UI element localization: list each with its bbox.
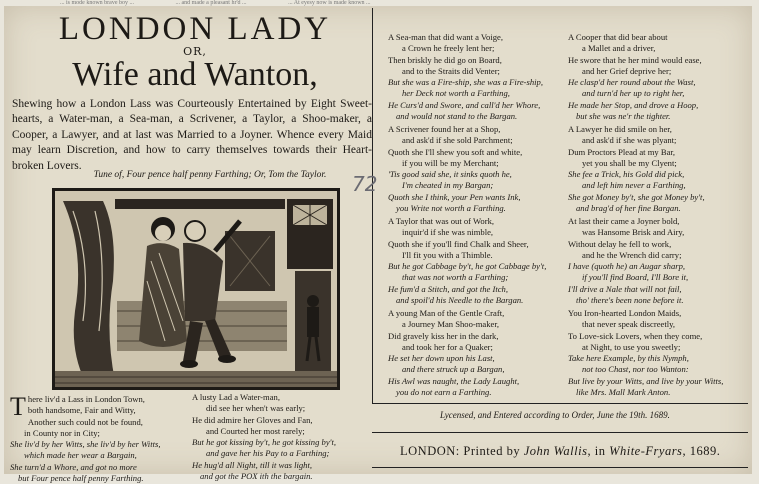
imprint-mid: , in bbox=[587, 444, 610, 458]
stanza-line: I'll drive a Nale that will not fail, bbox=[568, 283, 682, 294]
title-line-1: LONDON LADY bbox=[58, 11, 332, 47]
stanza-7 bbox=[568, 32, 748, 122]
stanza-line: and gave her his Pay to a Farthing; bbox=[206, 448, 330, 459]
stanza-line: You Iron-hearted London Maids, bbox=[568, 308, 682, 318]
stanza-10 bbox=[568, 308, 748, 398]
stanza-line: yet you shall be my Clyent; bbox=[582, 157, 677, 168]
stanza-line: did see her when't was early; bbox=[206, 403, 306, 414]
stanza-line: at Night, to use you sweetly; bbox=[582, 341, 681, 352]
stanza-line: 'Tis good said she, it sinks quoth he, bbox=[388, 169, 512, 180]
stanza-line: Dum Proctors Plead at my Bar, bbox=[568, 146, 676, 157]
stanza-line: and brag'd of her fine Bargan. bbox=[576, 203, 681, 214]
stanza-line: He Curs'd and Swore, and call'd her Whore, bbox=[388, 99, 541, 110]
imprint-place: White-Fryars bbox=[609, 444, 683, 458]
stanza-8 bbox=[568, 124, 748, 214]
title-or: OR, bbox=[183, 45, 207, 58]
imprint-text: Printed by bbox=[459, 444, 524, 458]
stanza-line: He hug'd all Night, till it was light, bbox=[192, 459, 313, 470]
stanza-line: Then briskly he did go on Board, bbox=[388, 54, 502, 65]
stanza-line: you Write not worth a Farthing. bbox=[396, 203, 506, 214]
imprint-year: , 1689. bbox=[682, 444, 721, 458]
top-strip-text-3: ... At eyesy now is made known ... bbox=[288, 0, 371, 6]
dropcap: T bbox=[10, 392, 26, 421]
stanza-line: At last their came a Joyner bold, bbox=[568, 216, 680, 226]
stanza-line: Quoth she I think, your Pen wants Ink, bbox=[388, 191, 521, 202]
stanza-line: He did admire her Gloves and Fan, bbox=[192, 414, 313, 425]
stanza-line: not too Chast, nor too Wanton: bbox=[582, 364, 689, 375]
title-line-2: Wife and Wanton, bbox=[72, 56, 318, 93]
stanza-line: a Journey Man Shoo-maker, bbox=[402, 319, 500, 330]
stanza-2 bbox=[192, 392, 368, 482]
stanza-line: A Taylor that was out of Work, bbox=[388, 216, 495, 226]
imprint-prefix: LONDON: bbox=[400, 444, 460, 458]
imprint-rule-bottom bbox=[372, 467, 748, 468]
stanza-line: Did gravely kiss her in the dark, bbox=[388, 330, 499, 341]
stanza-line: her Deck not worth a Farthing, bbox=[402, 88, 510, 99]
stanza-line: and left him never a Farthing, bbox=[582, 180, 686, 191]
stanza-line: He swore that he her mind would ease, bbox=[568, 54, 702, 65]
imprint-rule-top bbox=[372, 432, 748, 433]
top-strip bbox=[60, 0, 700, 8]
stanza-line: I'm cheated in my Bargan; bbox=[402, 180, 494, 191]
stanza-1 bbox=[10, 394, 182, 484]
stanza-line: but she was ne'r the tighter. bbox=[576, 111, 671, 122]
stanza-line: a Mallet and a driver, bbox=[582, 43, 656, 54]
stanza-line: But he got kissing by't, he got kissing by't, bbox=[192, 437, 337, 448]
stanza-line: and her Grief deprive her; bbox=[582, 65, 672, 76]
stanza-line: and took her for a Quaker; bbox=[402, 341, 493, 352]
stanza-line: which made her wear a Bargain, bbox=[24, 450, 137, 461]
woodcut-illustration-icon bbox=[55, 191, 337, 387]
stanza-line: was Hansome Brisk and Airy, bbox=[582, 227, 685, 238]
stanza-line: He fum'd a Stitch, and got the Itch, bbox=[388, 283, 508, 294]
stanza-line: a Crown he freely lent her; bbox=[402, 43, 495, 54]
woodcut-illustration bbox=[52, 188, 340, 390]
stanza-line: But he got Cabbage by't, he got Cabbage by't, bbox=[388, 261, 547, 272]
stanza-line: that was not worth a Farthing; bbox=[402, 272, 509, 283]
stanza-line: and there struck up a Bargan, bbox=[402, 364, 505, 375]
imprint-printer: John Wallis bbox=[523, 444, 588, 458]
stanza-line: His Awl was naught, the Lady Laught, bbox=[388, 375, 520, 386]
stanza-line: But live by your Witts, and live by your Witts, bbox=[568, 375, 724, 386]
license-notice: Lycensed, and Entered according to Order, June the 19th. 1689. bbox=[440, 410, 670, 420]
handwritten-number: 72 bbox=[352, 172, 378, 196]
stanza-line: I have (quoth he) an Augar sharp, bbox=[568, 261, 686, 272]
stanza-line: inquir'd if she was nimble, bbox=[402, 227, 494, 238]
stanza-9 bbox=[568, 216, 748, 306]
stanza-line: and got the POX ith the bargain. bbox=[200, 471, 313, 482]
stanza-line: and would not stand to the Bargan. bbox=[396, 111, 518, 122]
stanza-4 bbox=[388, 124, 570, 214]
stanza-line: if you will be my Merchant; bbox=[402, 157, 499, 168]
top-strip-text-1: ... is mode known brave boy ... bbox=[60, 0, 134, 6]
stanza-line: Quoth she I'll shew you soft and white, bbox=[388, 146, 523, 157]
stanza-line: A Sea-man that did want a Voige, bbox=[388, 32, 503, 42]
stanza-line: that never speak discreetly, bbox=[582, 319, 675, 330]
stanza-line: both handsome, Fair and Witty, bbox=[27, 405, 136, 416]
stanza-line: tho' there's been none before it. bbox=[576, 295, 684, 306]
stanza-line: She got Money by't, she got Money by't, bbox=[568, 191, 705, 202]
stanza-line: Take here Example, by this Nymph, bbox=[568, 353, 689, 364]
stanza-line: To Love-sick Lovers, when they come, bbox=[568, 330, 703, 341]
stanza-6 bbox=[388, 308, 570, 398]
imprint bbox=[400, 444, 720, 459]
stanza-line: A Lawyer he did smile on her, bbox=[568, 124, 672, 134]
stanza-line: but Four pence half penny Farthing. bbox=[18, 473, 144, 484]
bottom-rule bbox=[372, 403, 748, 404]
stanza-line: and Courted her most rarely; bbox=[206, 425, 305, 436]
stanza-line: and ask'd if she was plyant; bbox=[582, 135, 677, 146]
stanza-line: here liv'd a Lass in London Town, bbox=[27, 394, 145, 404]
stanza-line: and he the Wrench did carry; bbox=[582, 249, 682, 260]
stanza-line: She liv'd by her Witts, she liv'd by her Witts, bbox=[10, 439, 161, 450]
stanza-line: and ask'd if she sold Parchment; bbox=[402, 135, 513, 146]
stanza-line: But she was a Fire-ship, she was a Fire-ship, bbox=[388, 77, 543, 88]
stanza-line: A young Man of the Gentle Craft, bbox=[388, 308, 505, 318]
stanza-line: like Mrs. Mall Mark Anton. bbox=[576, 387, 671, 398]
subtitle: Shewing how a London Lass was Courteously Entertained by Eight Sweet-hearts, a Water-man, a Sea-man, a Scrivener, a Taylor, a Shoo-maker, a Cooper, a Lawyer, and at last was Married to a Joyner. Whence every Maid may learn Discretion, and how to carry themselves towards their Heart-broken Lovers. bbox=[12, 98, 372, 172]
stanza-line: and turn'd her up to right her, bbox=[582, 88, 685, 99]
stanza-line: He set her down upon his Last, bbox=[388, 353, 495, 364]
stanza-line: He clasp'd her round about the Wast, bbox=[568, 77, 696, 88]
stanza-line: A Cooper that did bear about bbox=[568, 32, 668, 42]
stanza-line: Without delay he fell to work, bbox=[568, 238, 672, 249]
stanza-line: and spoil'd his Needle to the Bargan. bbox=[396, 295, 524, 306]
stanza-line: A Scrivener found her at a Shop, bbox=[388, 124, 501, 134]
stanza-5 bbox=[388, 216, 570, 306]
top-strip-text-2: ... and made a pleasant hr'd ... bbox=[175, 0, 247, 6]
stanza-line: and to the Straits did Venter; bbox=[402, 65, 500, 76]
stanza-line: in County nor in City; bbox=[24, 427, 100, 438]
stanza-line: I'll fit you with a Thimble. bbox=[402, 249, 493, 260]
stanza-line: Quoth she if you'll find Chalk and Sheer, bbox=[388, 238, 529, 249]
stanza-line: She fee a Trick, his Gold did pick, bbox=[568, 169, 685, 180]
stanza-3 bbox=[388, 32, 570, 122]
stanza-line: if you'll find Board, I'll Bore it, bbox=[582, 272, 689, 283]
stanza-line: He made her Stop, and drove a Hoop, bbox=[568, 99, 699, 110]
stanza-line: She turn'd a Whore, and got no more bbox=[10, 461, 137, 472]
stanza-line: Another such could not be found, bbox=[27, 416, 143, 427]
tune-line: Tune of, Four pence half penny Farthing; Or, Tom the Taylor. bbox=[93, 170, 327, 180]
stanza-line: you do not earn a Farthing. bbox=[396, 387, 492, 398]
stanza-line: A lusty Lad a Water-man, bbox=[192, 392, 280, 402]
